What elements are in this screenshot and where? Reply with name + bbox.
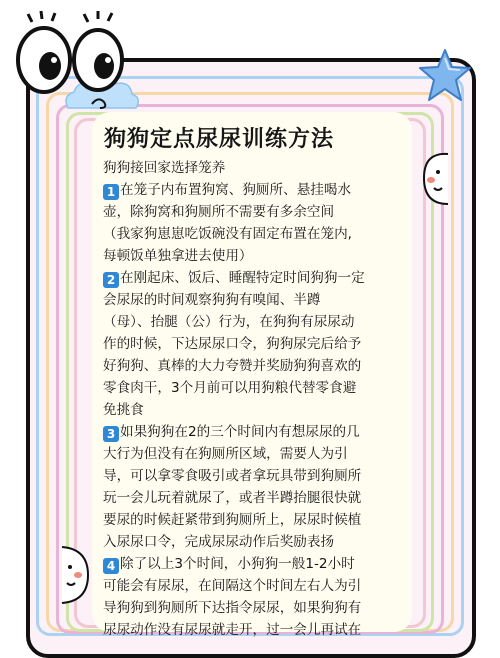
line-text: 会尿尿的时间观察狗狗有嗅闻、半蹲 xyxy=(103,292,321,308)
line-text: 除了以上3个时间，小狗狗一般1-2小时 xyxy=(120,556,355,572)
text-line xyxy=(103,267,401,289)
text-line xyxy=(103,443,401,465)
cartoon-eyes-icon xyxy=(10,10,130,100)
line-text: 尿尿动作没有尿尿就走开，过一会儿再试在 xyxy=(103,622,362,638)
line-text: （母）、抬腿（公）行为，在狗狗有尿尿动 xyxy=(103,314,355,330)
text-line xyxy=(103,421,401,443)
text-line xyxy=(103,509,401,531)
text-line xyxy=(103,333,401,355)
text-line xyxy=(103,575,401,597)
line-text: 可能会有尿尿，在间隔这个时间左右人为引 xyxy=(103,578,362,594)
smiley-face-icon xyxy=(418,150,450,208)
text-line xyxy=(103,245,401,267)
text-line xyxy=(103,157,401,179)
star-icon xyxy=(418,48,472,104)
text-line xyxy=(103,355,401,377)
text-line xyxy=(103,311,401,333)
line-text: 玩一会儿玩着就尿了，或者半蹲抬腿很快就 xyxy=(103,490,362,506)
line-text: 零食肉干，3个月前可以用狗粮代替零食避 xyxy=(103,380,357,396)
note-body xyxy=(103,157,401,641)
line-text: 每顿饭单独拿进去使用） xyxy=(103,248,253,264)
text-line xyxy=(103,487,401,509)
line-text: 狗狗接回家选择笼养 xyxy=(103,160,226,176)
line-text: 壶，除狗窝和狗厕所不需要有多余空间 xyxy=(103,204,335,220)
text-line xyxy=(103,289,401,311)
line-text: （我家狗崽崽吃饭碗没有固定布置在笼内, xyxy=(103,226,353,242)
line-text: 入尿尿口令，完成尿尿动作后奖励表扬 xyxy=(103,534,335,550)
page-title: 狗狗定点尿尿训练方法 xyxy=(104,127,335,152)
text-line xyxy=(103,531,401,553)
line-text: 在刚起床、饭后、睡醒特定时间狗狗一定 xyxy=(120,270,365,286)
line-text: 导，可以拿零食吸引或者拿玩具带到狗厕所 xyxy=(103,468,362,484)
text-line xyxy=(103,553,401,575)
text-line xyxy=(103,377,401,399)
text-line xyxy=(103,597,401,619)
text-line xyxy=(103,179,401,201)
step-number-badge: 3 xyxy=(103,426,119,442)
text-line xyxy=(103,465,401,487)
line-text: 在笼子内布置狗窝、狗厕所、悬挂喝水 xyxy=(120,182,352,198)
smiley-face-icon xyxy=(58,545,92,605)
step-number-badge: 4 xyxy=(103,558,119,574)
line-text: 大行为但没有在狗厕所区域，需要人为引 xyxy=(103,446,348,462)
text-line xyxy=(103,201,401,223)
line-text: 免挑食 xyxy=(103,402,144,418)
line-text: 作的时候，下达尿尿口令，狗狗尿完后给予 xyxy=(103,336,362,352)
step-number-badge: 1 xyxy=(103,184,119,200)
step-number-badge: 2 xyxy=(103,272,119,288)
line-text: 好狗狗、真棒的大力夸赞并奖励狗狗喜欢的 xyxy=(103,358,362,374)
line-text: 导狗狗到狗厕所下达指令尿尿，如果狗狗有 xyxy=(103,600,362,616)
text-line xyxy=(103,619,401,641)
text-line xyxy=(103,223,401,245)
line-text: 要尿的时候赶紧带到狗厕所上，尿尿时候植 xyxy=(103,512,362,528)
line-text: 如果狗狗在2的三个时间内有想尿尿的几 xyxy=(120,424,360,440)
text-line xyxy=(103,399,401,421)
